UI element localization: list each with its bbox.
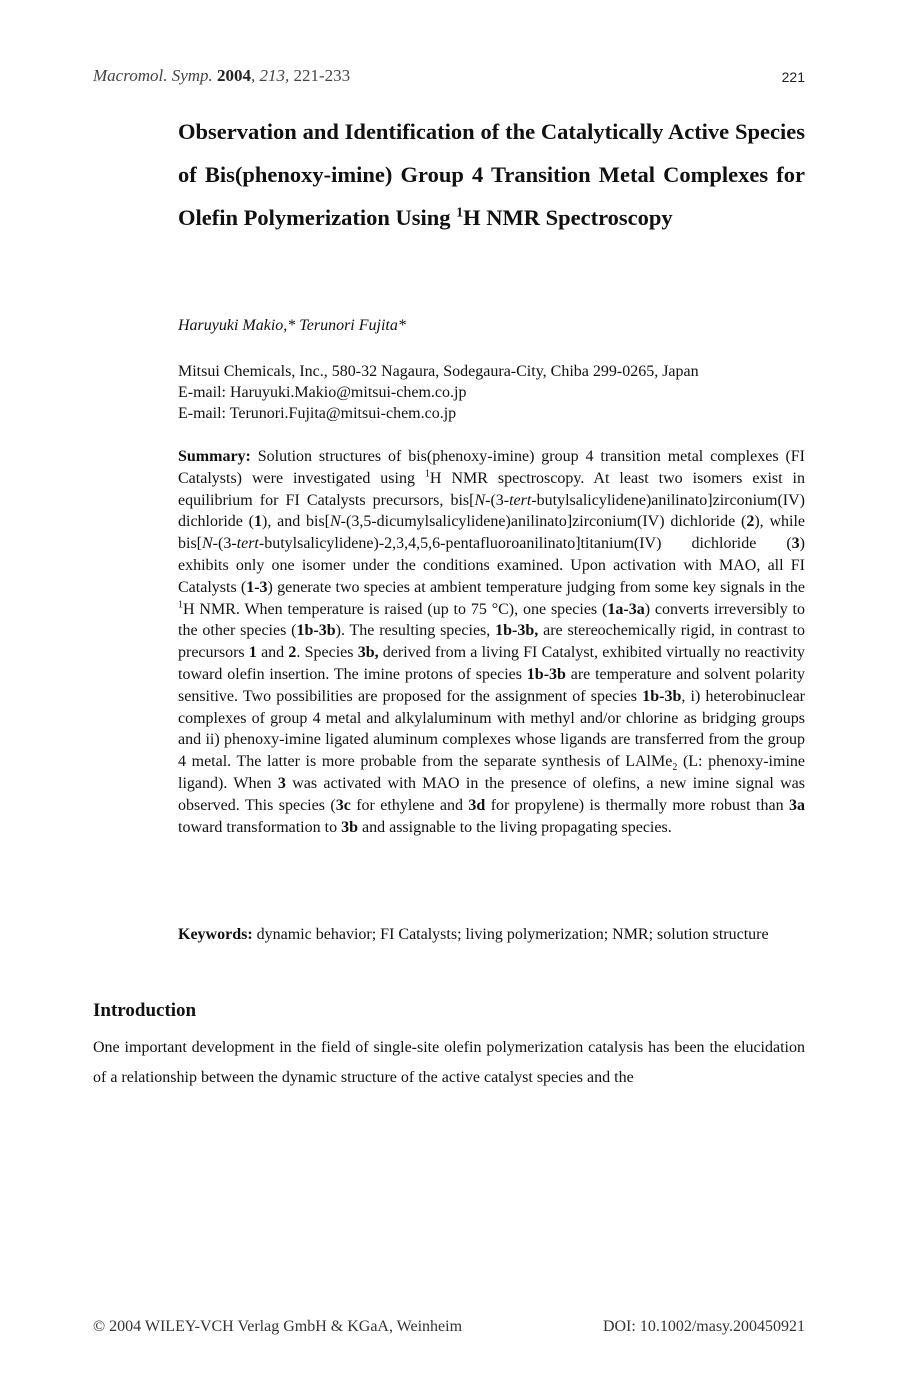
journal-year: 2004	[217, 66, 252, 85]
journal-pages: 221-233	[293, 66, 351, 85]
footer-copyright: © 2004 WILEY-VCH Verlag GmbH & KGaA, Weinheim	[93, 1318, 463, 1335]
keywords-label: Keywords:	[178, 926, 253, 943]
abstract: Summary: Solution structures of bis(phenoxy-imine) group 4 transition metal complexes (FI Catalysts) were investigated using $^1$H NMR spectroscopy. At least two isomers exist in equilibrium for FI Catalysts precursors, bis[N-(3-tert-butylsalicylidene)anilinato]zirconium(IV) dichloride (1), and bis[N-(3,5-dicumylsalicylidene)anilinato]zirconium(IV) dichloride (2), while bis[N-(3-tert-butylsalicylidene)-2,3,4,5,6-pentafluoroanilinato]titanium(IV) dichloride (3) exhibits only one isomer under the conditions examined. Upon activation with MAO, all FI Catalysts (1-3) generate two species at ambient temperature judging from some key signals in the $^1$H NMR. When temperature is raised (up to 75 °C), one species (1a-3a) converts irreversibly to the other species (1b-3b). The resulting species, 1b-3b, are stereochemically rigid, in contrast to precursors 1 and 2. Species 3b, derived from a living FI Catalyst, exhibited virtually no reactivity toward olefin insertion. The imine protons of species 1b-3b are temperature and solvent polarity sensitive. Two possibilities are proposed for the assignment of species 1b-3b, i) heterobinuclear complexes of group 4 metal and alkylaluminum with methyl and/or chlorine as bridging groups and ii) phenoxy-imine ligated aluminum complexes whose ligands are transferred from the group 4 metal. The latter is more probable from the separate synthesis of LAlMe$_2$ (L: phenoxy-imine ligand). When 3 was activated with MAO in the presence of olefins, a new imine signal was observed. This species (3c for ethylene and 3d for propylene) is thermally more robust than 3a toward transformation to 3b and assignable to the living propagating species.	[178, 448, 806, 836]
author-list: Haruyuki Makio,* Terunori Fujita*	[178, 317, 406, 334]
email-1: E-mail: Haruyuki.Makio@mitsui-chem.co.jp	[178, 384, 467, 401]
section-heading-introduction: Introduction	[93, 1000, 197, 1021]
keywords-text: dynamic behavior; FI Catalysts; living polymerization; NMR; solution structure	[252, 926, 769, 943]
email-2: E-mail: Terunori.Fujita@mitsui-chem.co.jp	[178, 405, 457, 422]
running-head	[93, 66, 805, 90]
keywords	[178, 924, 805, 945]
affiliation-address: Mitsui Chemicals, Inc., 580-32 Nagaura, Sodegaura-City, Chiba 299-0265, Japan	[178, 363, 699, 380]
journal-citation: Macromol. Symp. 2004, 213, 221-233	[93, 66, 351, 85]
paper-title: Observation and Identification of the Catalytically Active Species of Bis(phenoxy-imine) Group 4 Transition Metal Complexes for Olefin Polymerization Using $^1$H NMR Spectroscopy	[178, 119, 805, 230]
footer-doi: DOI: 10.1002/masy.200450921	[602, 1318, 805, 1335]
abstract-label: Summary:	[178, 448, 251, 465]
introduction-paragraph: One important development in the field of single-site olefin polymerization catalysis has been the elucidation of a relationship between the dynamic structure of the active catalyst species and the	[93, 1039, 805, 1086]
affiliation	[178, 361, 805, 424]
journal-volume: 213,	[259, 66, 290, 85]
journal-name: Macromol. Symp.	[93, 66, 213, 85]
page-number: 221	[781, 69, 805, 85]
